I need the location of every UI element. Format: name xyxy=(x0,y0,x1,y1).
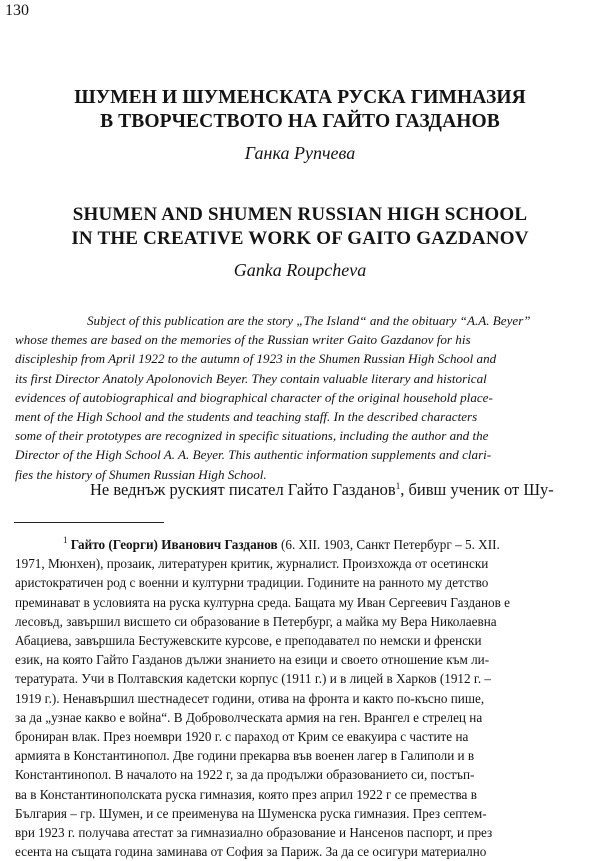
footnote-line: есента на същата година заминава от София за Париж. За да се осигури материално xyxy=(15,844,487,860)
footnote-line: език, на която Гайто Газданов дължи знанието на езици и своето отношение към ли- xyxy=(15,652,490,668)
footnote-first-line-rest: (6. XII. 1903, Санкт Петербург – 5. XII. xyxy=(277,537,500,552)
abstract-line: ment of the High School and the students and teaching staff. In the described characters xyxy=(15,409,478,425)
abstract-line: some of their prototypes are recognized in specific situations, including the author and the xyxy=(15,428,489,444)
article-title-bulgarian xyxy=(0,86,600,134)
footnote-line: Абациева, завършила Бестужевските курсове, е преподавател по немски и френски xyxy=(15,633,482,649)
footnote-line: 1919 г.). Ненавършил шестнадесет години, отива на фронта и както по-късно пише, xyxy=(15,690,485,706)
footnote-line: Константинопол. В началото на 1922 г, за да продължи образованието си, постъп- xyxy=(15,767,475,783)
footnote-reference: 1 xyxy=(395,481,401,491)
footnote-line: България – гр. Шумен, и се преименува на Шуменска руска гимназия. През септем- xyxy=(15,805,487,821)
abstract-line: fies the history of Shumen Russian High School. xyxy=(15,466,267,482)
page-number: 130 xyxy=(5,2,29,19)
title-en-line-2: IN THE CREATIVE WORK OF GAITO GAZDANOV xyxy=(71,228,529,249)
title-bg-line-2: В ТВОРЧЕСТВОТО НА ГАЙТО ГАЗДАНОВ xyxy=(100,111,500,132)
abstract-line: Subject of this publication are the story „The Island“ and the obituary “A.A. Beyer” xyxy=(87,313,531,328)
footnote-line: лесовъд, завършил висшето си образование в Петербург, а майка му Вера Николаевна xyxy=(15,613,497,629)
article-title-english xyxy=(0,203,600,251)
author-name-english: Ganka Roupcheva xyxy=(233,260,367,280)
abstract-line: discipleship from April 1922 to the autumn of 1923 in the Shumen Russian High School and xyxy=(15,351,497,367)
intro-text-continued: , бивш ученик от Шу- xyxy=(400,480,554,499)
footnote-line: преминават в условията на руска културна среда. Бащата му Иван Сергеевич Газданов е xyxy=(15,594,510,610)
footnote-line: ври 1923 г. получава атестат за гимназиално образование и Нансенов паспорт, и през xyxy=(15,825,493,841)
intro-text: Не веднъж руският писател Гайто Газданов xyxy=(90,480,396,499)
footnote-mark: 1 xyxy=(63,535,68,545)
title-en-line-1: SHUMEN AND SHUMEN RUSSIAN HIGH SCHOOL xyxy=(72,204,528,225)
footnote-line: аристократичен род с военни и културни традиции. Годините на ранното му детство xyxy=(15,575,489,591)
footnote-first-line xyxy=(15,535,595,554)
abstract-line: its first Director Anatoly Apolonovich Beyer. They contain valuable literary and historical xyxy=(15,370,487,386)
footnote-line: тературата. Учи в Полтавския кадетски корпус (1911 г.) и в лицей в Харков (1912 г. – xyxy=(15,671,492,687)
footnote-line: за да „узнае какво е война“. В Доброволческата армия на ген. Врангел е стрелец на xyxy=(15,709,483,725)
abstract-line: Director of the High School A. A. Beyer. This authentic information supplements and clari- xyxy=(15,447,492,463)
footnote-line: армията в Константинопол. Две години прекарва във военен лагер в Галиполи и в xyxy=(15,748,475,764)
abstract-line: evidences of autobiographical and biographical character of the original household place- xyxy=(15,389,493,405)
abstract-line: whose themes are based on the memories of the Russian writer Gaito Gazdanov for his xyxy=(15,332,471,348)
footnote-line: брониран влак. През ноември 1920 г. с параход от Крим се евакуира с частите на xyxy=(15,729,469,745)
title-bg-line-1: ШУМЕН И ШУМЕНСКАТА РУСКА ГИМНАЗИЯ xyxy=(74,87,526,108)
footnote-line: ва в Константинополската руска гимназия, която през април 1922 г се премества в xyxy=(15,786,477,802)
author-name-bulgarian: Ганка Рупчева xyxy=(244,143,356,163)
footnote xyxy=(15,535,595,861)
body-paragraph-intro xyxy=(90,480,554,500)
footnote-separator xyxy=(14,522,164,523)
footnote-name: Гайто (Георги) Иванович Газданов xyxy=(70,537,278,552)
abstract xyxy=(15,311,595,484)
footnote-line: 1971, Мюнхен), прозаик, литературен критик, журналист. Произхожда от осетински xyxy=(15,556,489,572)
